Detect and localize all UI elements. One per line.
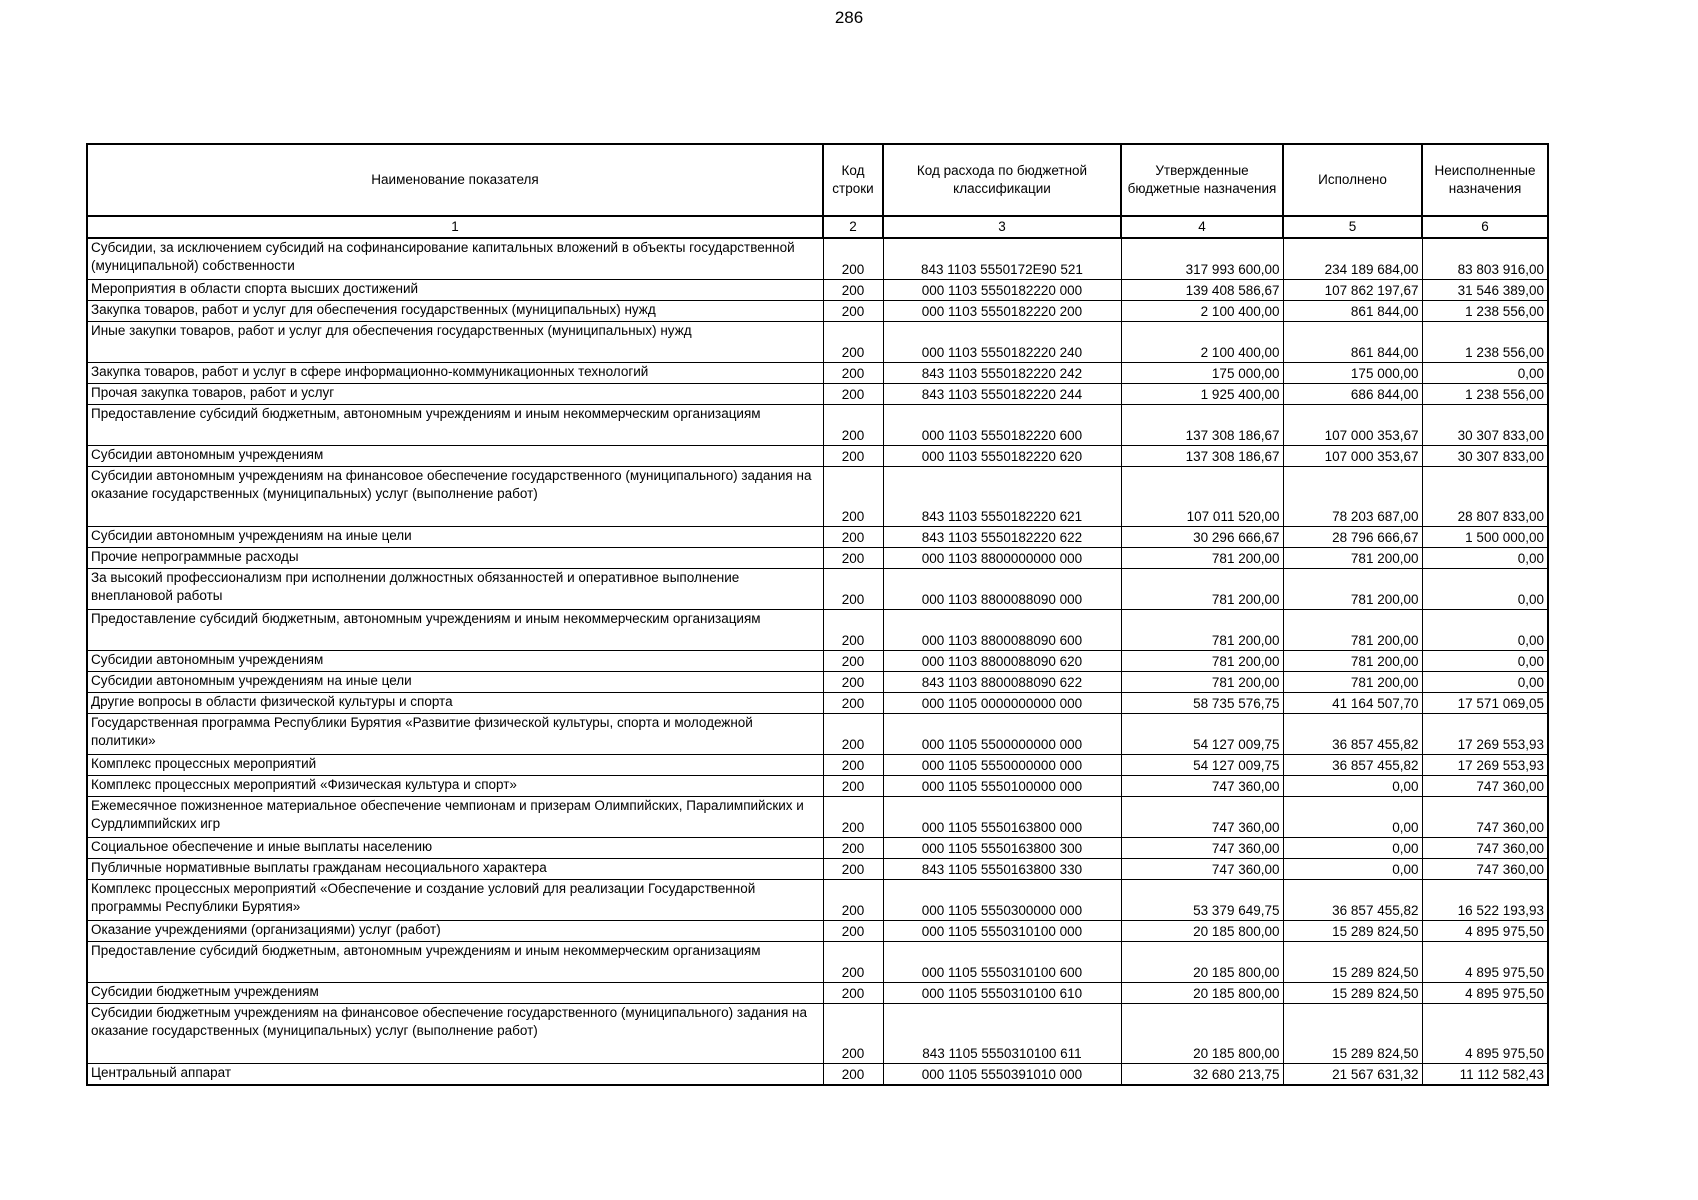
budget-classification-code: 843 1103 5550182220 244 [883,384,1121,405]
approved-amount: 58 735 576,75 [1121,693,1283,714]
column-number: 5 [1283,216,1422,238]
approved-amount: 53 379 649,75 [1121,880,1283,921]
header-budget-code: Код расхода по бюджетной классификации [883,144,1121,216]
table-row [87,405,1548,446]
header-executed: Исполнено [1283,144,1422,216]
approved-amount: 747 360,00 [1121,797,1283,838]
executed-amount: 0,00 [1283,797,1422,838]
indicator-name: Предоставление субсидий бюджетным, автономным учреждениям и иным некоммерческим организациям [87,405,823,446]
table-row [87,776,1548,797]
line-code: 200 [823,651,883,672]
approved-amount: 781 200,00 [1121,672,1283,693]
approved-amount: 54 127 009,75 [1121,755,1283,776]
unexecuted-amount: 17 269 553,93 [1422,714,1548,755]
table-row [87,838,1548,859]
line-code: 200 [823,384,883,405]
approved-amount: 139 408 586,67 [1121,280,1283,301]
executed-amount: 41 164 507,70 [1283,693,1422,714]
approved-amount: 175 000,00 [1121,363,1283,384]
executed-amount: 175 000,00 [1283,363,1422,384]
indicator-name: Оказание учреждениями (организациями) услуг (работ) [87,921,823,942]
indicator-name: Субсидии, за исключением субсидий на софинансирование капитальных вложений в объекты государственной (муниципальной) собственности [87,238,823,280]
unexecuted-amount: 747 360,00 [1422,859,1548,880]
table-row [87,1004,1548,1064]
unexecuted-amount: 747 360,00 [1422,776,1548,797]
approved-amount: 137 308 186,67 [1121,446,1283,467]
indicator-name: Комплекс процессных мероприятий «Физическая культура и спорт» [87,776,823,797]
line-code: 200 [823,755,883,776]
line-code: 200 [823,672,883,693]
table-row [87,384,1548,405]
column-number: 1 [87,216,823,238]
budget-classification-code: 843 1103 5550172E90 521 [883,238,1121,280]
approved-amount: 107 011 520,00 [1121,467,1283,527]
approved-amount: 30 296 666,67 [1121,527,1283,548]
executed-amount: 781 200,00 [1283,672,1422,693]
approved-amount: 137 308 186,67 [1121,405,1283,446]
unexecuted-amount: 16 522 193,93 [1422,880,1548,921]
budget-classification-code: 000 1105 0000000000 000 [883,693,1121,714]
approved-amount: 20 185 800,00 [1121,1004,1283,1064]
approved-amount: 20 185 800,00 [1121,983,1283,1004]
executed-amount: 107 862 197,67 [1283,280,1422,301]
approved-amount: 747 360,00 [1121,776,1283,797]
unexecuted-amount: 4 895 975,50 [1422,921,1548,942]
column-number: 4 [1121,216,1283,238]
line-code: 200 [823,569,883,610]
header-unexecuted: Неисполненные назначения [1422,144,1548,216]
executed-amount: 861 844,00 [1283,301,1422,322]
budget-classification-code: 000 1103 8800088090 000 [883,569,1121,610]
budget-classification-code: 000 1103 5550182220 620 [883,446,1121,467]
executed-amount: 36 857 455,82 [1283,755,1422,776]
approved-amount: 2 100 400,00 [1121,301,1283,322]
approved-amount: 781 200,00 [1121,569,1283,610]
executed-amount: 15 289 824,50 [1283,1004,1422,1064]
indicator-name: Прочие непрограммные расходы [87,548,823,569]
unexecuted-amount: 17 269 553,93 [1422,755,1548,776]
indicator-name: Центральный аппарат [87,1064,823,1086]
approved-amount: 747 360,00 [1121,838,1283,859]
line-code: 200 [823,238,883,280]
line-code: 200 [823,921,883,942]
unexecuted-amount: 4 895 975,50 [1422,983,1548,1004]
header-name: Наименование показателя [87,144,823,216]
approved-amount: 781 200,00 [1121,548,1283,569]
indicator-name: Субсидии бюджетным учреждениям [87,983,823,1004]
budget-classification-code: 000 1103 5550182220 240 [883,322,1121,363]
approved-amount: 32 680 213,75 [1121,1064,1283,1086]
table-row [87,880,1548,921]
unexecuted-amount: 0,00 [1422,569,1548,610]
budget-classification-code: 000 1105 5550391010 000 [883,1064,1121,1086]
executed-amount: 36 857 455,82 [1283,880,1422,921]
line-code: 200 [823,942,883,983]
budget-execution-table [86,143,1549,1086]
approved-amount: 317 993 600,00 [1121,238,1283,280]
approved-amount: 781 200,00 [1121,610,1283,651]
header-line-code: Код строки [823,144,883,216]
executed-amount: 781 200,00 [1283,651,1422,672]
unexecuted-amount: 30 307 833,00 [1422,446,1548,467]
table-row [87,942,1548,983]
table-row [87,363,1548,384]
budget-classification-code: 000 1105 5550163800 300 [883,838,1121,859]
executed-amount: 0,00 [1283,859,1422,880]
budget-classification-code: 000 1105 5550163800 000 [883,797,1121,838]
executed-amount: 78 203 687,00 [1283,467,1422,527]
indicator-name: Субсидии бюджетным учреждениям на финансовое обеспечение государственного (муниципального) задания на оказание государственных (муниципальных) услуг (выполнение работ) [87,1004,823,1064]
approved-amount: 747 360,00 [1121,859,1283,880]
table-row [87,859,1548,880]
executed-amount: 781 200,00 [1283,610,1422,651]
table-row [87,983,1548,1004]
executed-amount: 861 844,00 [1283,322,1422,363]
line-code: 200 [823,983,883,1004]
line-code: 200 [823,467,883,527]
budget-classification-code: 843 1103 8800088090 622 [883,672,1121,693]
approved-amount: 2 100 400,00 [1121,322,1283,363]
budget-classification-code: 000 1103 5550182220 600 [883,405,1121,446]
unexecuted-amount: 17 571 069,05 [1422,693,1548,714]
indicator-name: Другие вопросы в области физической культуры и спорта [87,693,823,714]
table-row [87,527,1548,548]
unexecuted-amount: 0,00 [1422,610,1548,651]
line-code: 200 [823,446,883,467]
line-code: 200 [823,776,883,797]
approved-amount: 20 185 800,00 [1121,942,1283,983]
header-approved: Утвержденные бюджетные назначения [1121,144,1283,216]
unexecuted-amount: 11 112 582,43 [1422,1064,1548,1086]
indicator-name: Государственная программа Республики Бурятия «Развитие физической культуры, спорта и молодежной политики» [87,714,823,755]
executed-amount: 107 000 353,67 [1283,446,1422,467]
unexecuted-amount: 0,00 [1422,651,1548,672]
budget-classification-code: 000 1105 5550300000 000 [883,880,1121,921]
executed-amount: 107 000 353,67 [1283,405,1422,446]
indicator-name: Социальное обеспечение и иные выплаты населению [87,838,823,859]
executed-amount: 0,00 [1283,838,1422,859]
executed-amount: 0,00 [1283,776,1422,797]
unexecuted-amount: 28 807 833,00 [1422,467,1548,527]
indicator-name: Комплекс процессных мероприятий [87,755,823,776]
indicator-name: Субсидии автономным учреждениям на иные цели [87,527,823,548]
unexecuted-amount: 747 360,00 [1422,838,1548,859]
table-row [87,651,1548,672]
indicator-name: Закупка товаров, работ и услуг в сфере информационно-коммуникационных технологий [87,363,823,384]
table-row [87,797,1548,838]
indicator-name: Прочая закупка товаров, работ и услуг [87,384,823,405]
table-row [87,693,1548,714]
line-code: 200 [823,322,883,363]
column-number: 3 [883,216,1121,238]
unexecuted-amount: 1 238 556,00 [1422,384,1548,405]
indicator-name: Мероприятия в области спорта высших достижений [87,280,823,301]
budget-classification-code: 000 1105 5550100000 000 [883,776,1121,797]
executed-amount: 36 857 455,82 [1283,714,1422,755]
unexecuted-amount: 1 238 556,00 [1422,301,1548,322]
table-row [87,610,1548,651]
indicator-name: За высокий профессионализм при исполнении должностных обязанностей и оперативное выполнение внеплановой работы [87,569,823,610]
line-code: 200 [823,1064,883,1086]
line-code: 200 [823,405,883,446]
budget-classification-code: 000 1105 5550310100 000 [883,921,1121,942]
unexecuted-amount: 83 803 916,00 [1422,238,1548,280]
table-row [87,322,1548,363]
indicator-name: Субсидии автономным учреждениям на финансовое обеспечение государственного (муниципального) задания на оказание государственных (муниципальных) услуг (выполнение работ) [87,467,823,527]
unexecuted-amount: 0,00 [1422,548,1548,569]
table-row [87,569,1548,610]
unexecuted-amount: 747 360,00 [1422,797,1548,838]
table-body [87,238,1548,1085]
indicator-name: Субсидии автономным учреждениям [87,446,823,467]
line-code: 200 [823,880,883,921]
budget-classification-code: 000 1105 5550310100 600 [883,942,1121,983]
executed-amount: 781 200,00 [1283,548,1422,569]
line-code: 200 [823,363,883,384]
table-row [87,280,1548,301]
executed-amount: 28 796 666,67 [1283,527,1422,548]
table-row [87,672,1548,693]
budget-classification-code: 000 1103 5550182220 000 [883,280,1121,301]
table-row [87,238,1548,280]
budget-classification-code: 000 1105 5550000000 000 [883,755,1121,776]
unexecuted-amount: 4 895 975,50 [1422,1004,1548,1064]
unexecuted-amount: 4 895 975,50 [1422,942,1548,983]
line-code: 200 [823,527,883,548]
budget-classification-code: 843 1103 5550182220 242 [883,363,1121,384]
indicator-name: Предоставление субсидий бюджетным, автономным учреждениям и иным некоммерческим организациям [87,942,823,983]
column-number-row [87,216,1548,238]
budget-classification-code: 843 1103 5550182220 622 [883,527,1121,548]
unexecuted-amount: 0,00 [1422,363,1548,384]
unexecuted-amount: 1 500 000,00 [1422,527,1548,548]
executed-amount: 234 189 684,00 [1283,238,1422,280]
approved-amount: 54 127 009,75 [1121,714,1283,755]
table-row [87,446,1548,467]
table-row [87,755,1548,776]
indicator-name: Закупка товаров, работ и услуг для обеспечения государственных (муниципальных) нужд [87,301,823,322]
budget-classification-code: 843 1105 5550310100 611 [883,1004,1121,1064]
table-header-row [87,144,1548,216]
indicator-name: Предоставление субсидий бюджетным, автономным учреждениям и иным некоммерческим организациям [87,610,823,651]
line-code: 200 [823,301,883,322]
budget-classification-code: 000 1103 5550182220 200 [883,301,1121,322]
column-number: 2 [823,216,883,238]
executed-amount: 15 289 824,50 [1283,942,1422,983]
table-row [87,921,1548,942]
line-code: 200 [823,859,883,880]
line-code: 200 [823,280,883,301]
line-code: 200 [823,797,883,838]
executed-amount: 21 567 631,32 [1283,1064,1422,1086]
budget-classification-code: 000 1103 8800088090 600 [883,610,1121,651]
indicator-name: Ежемесячное пожизненное материальное обеспечение чемпионам и призерам Олимпийских, Паралимпийских и Сурдлимпийских игр [87,797,823,838]
unexecuted-amount: 31 546 389,00 [1422,280,1548,301]
executed-amount: 686 844,00 [1283,384,1422,405]
table-row [87,301,1548,322]
indicator-name: Субсидии автономным учреждениям [87,651,823,672]
page-number: 286 [834,8,864,27]
table-row [87,1064,1548,1086]
executed-amount: 15 289 824,50 [1283,983,1422,1004]
column-number: 6 [1422,216,1548,238]
approved-amount: 20 185 800,00 [1121,921,1283,942]
approved-amount: 1 925 400,00 [1121,384,1283,405]
budget-classification-code: 000 1103 8800000000 000 [883,548,1121,569]
budget-classification-code: 000 1105 5500000000 000 [883,714,1121,755]
indicator-name: Субсидии автономным учреждениям на иные цели [87,672,823,693]
indicator-name: Публичные нормативные выплаты гражданам несоциального характера [87,859,823,880]
line-code: 200 [823,838,883,859]
budget-classification-code: 000 1103 8800088090 620 [883,651,1121,672]
executed-amount: 15 289 824,50 [1283,921,1422,942]
indicator-name: Комплекс процессных мероприятий «Обеспечение и создание условий для реализации Государственной программы Республики Бурятия» [87,880,823,921]
indicator-name: Иные закупки товаров, работ и услуг для обеспечения государственных (муниципальных) нужд [87,322,823,363]
table-row [87,714,1548,755]
approved-amount: 781 200,00 [1121,651,1283,672]
table-row [87,548,1548,569]
budget-classification-code: 843 1105 5550163800 330 [883,859,1121,880]
table-row [87,467,1548,527]
unexecuted-amount: 1 238 556,00 [1422,322,1548,363]
budget-classification-code: 000 1105 5550310100 610 [883,983,1121,1004]
budget-classification-code: 843 1103 5550182220 621 [883,467,1121,527]
unexecuted-amount: 0,00 [1422,672,1548,693]
line-code: 200 [823,610,883,651]
line-code: 200 [823,548,883,569]
line-code: 200 [823,693,883,714]
unexecuted-amount: 30 307 833,00 [1422,405,1548,446]
line-code: 200 [823,714,883,755]
executed-amount: 781 200,00 [1283,569,1422,610]
line-code: 200 [823,1004,883,1064]
